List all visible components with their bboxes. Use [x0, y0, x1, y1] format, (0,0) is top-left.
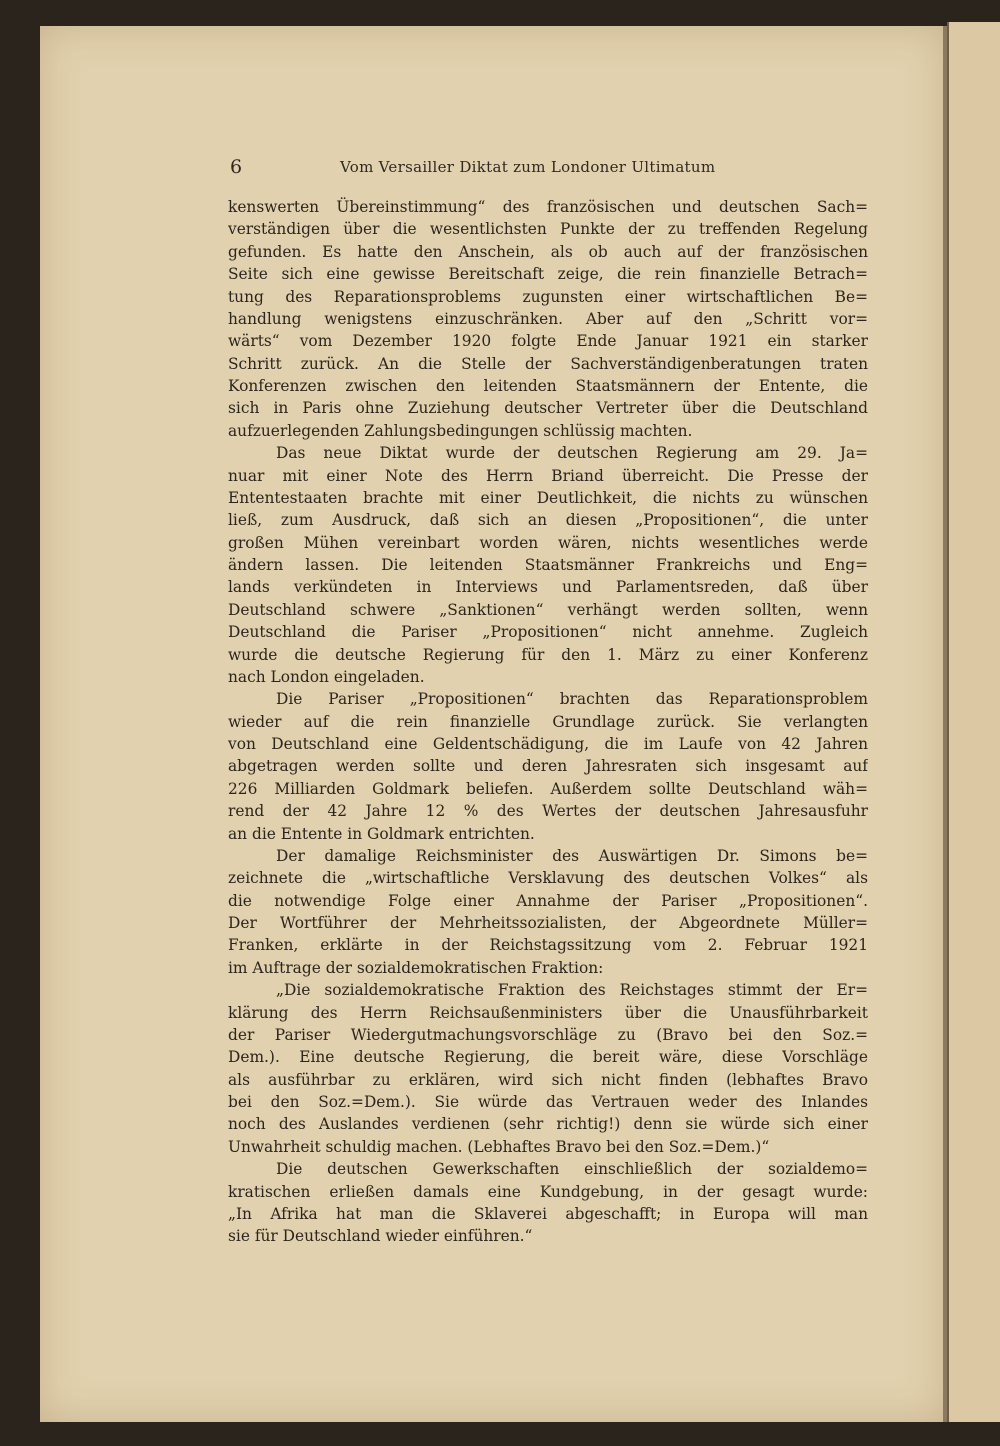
text-line: verständigen über die wesentlichsten Punkte der zu treffenden Regelung: [228, 220, 868, 239]
adjacent-page-edge: [947, 22, 1000, 1422]
text-line: wärts“ vom Dezember 1920 folgte Ende Januar 1921 ein starker: [228, 332, 868, 351]
text-line: Seite sich eine gewisse Bereitschaft zeige, die rein finanzielle Betrach=: [228, 265, 868, 284]
text-line: der Pariser Wiedergutmachungsvorschläge zu (Bravo bei den Soz.=: [228, 1025, 868, 1044]
text-line: sich in Paris ohne Zuziehung deutscher Vertreter über die Deutschland: [228, 399, 868, 418]
text-line: von Deutschland eine Geldentschädigung, die im Laufe von 42 Jahren: [228, 735, 868, 753]
text-line: ließ, zum Ausdruck, daß sich an diesen „Propositionen“, die unter: [228, 511, 868, 530]
text-line: Die Pariser „Propositionen“ brachten das Reparationsproblem: [276, 690, 868, 709]
text-line: nuar mit einer Note des Herrn Briand überreicht. Die Presse der: [228, 466, 868, 485]
text-line: Deutschland die Pariser „Propositionen“ nicht annehme. Zugleich: [228, 623, 868, 642]
text-line: zeichnete die „wirtschaftliche Versklavung des deutschen Volkes“ als: [228, 869, 868, 888]
text-line: sie für Deutschland wieder einführen.“: [228, 1227, 533, 1246]
text-line: tung des Reparationsproblems zugunsten einer wirtschaftlichen Be=: [228, 287, 868, 306]
text-line: „Die sozialdemokratische Fraktion des Reichstages stimmt der Er=: [276, 981, 868, 1000]
text-line: nach London eingeladen.: [228, 667, 425, 686]
page-header: [230, 156, 866, 180]
text-line: als ausführbar zu erklären, wird sich nicht finden (lebhaftes Bravo: [228, 1070, 868, 1089]
page-number: 6: [230, 156, 243, 178]
text-line: im Auftrage der sozialdemokratischen Fraktion:: [228, 958, 604, 977]
text-line: Der damalige Reichsminister des Auswärtigen Dr. Simons be=: [276, 846, 868, 865]
text-line: großen Mühen vereinbart worden wären, nichts wesentliches werde: [228, 533, 868, 552]
text-line: „In Afrika hat man die Sklaverei abgeschafft; in Europa will man: [228, 1204, 868, 1223]
text-line: klärung des Herrn Reichsaußenministers über die Unausführbarkeit: [228, 1003, 868, 1022]
text-line: kenswerten Übereinstimmung“ des französischen und deutschen Sach=: [228, 198, 868, 216]
text-line: ändern lassen. Die leitenden Staatsmänner Frankreichs und Eng=: [228, 556, 868, 574]
text-line: Konferenzen zwischen den leitenden Staatsmännern der Entente, die: [228, 377, 868, 395]
text-line: Unwahrheit schuldig machen. (Lebhaftes Bravo bei den Soz.=Dem.)“: [228, 1137, 770, 1156]
text-line: Deutschland schwere „Sanktionen“ verhängt werden sollten, wenn: [228, 600, 868, 619]
body-text: [228, 196, 868, 1248]
text-line: handlung wenigstens einzuschränken. Aber auf den „Schritt vor=: [228, 309, 868, 328]
text-line: Franken, erklärte in der Reichstagssitzung vom 2. Februar 1921: [228, 936, 868, 955]
text-line: Schritt zurück. An die Stelle der Sachverständigenberatungen traten: [228, 354, 868, 373]
text-line: wurde die deutsche Regierung für den 1. März zu einer Konferenz: [228, 645, 868, 664]
text-line: bei den Soz.=Dem.). Sie würde das Vertrauen weder des Inlandes: [228, 1093, 868, 1111]
text-line: die notwendige Folge einer Annahme der Pariser „Propositionen“.: [228, 891, 868, 910]
text-line: an die Entente in Goldmark entrichten.: [228, 824, 535, 843]
running-title: Vom Versailler Diktat zum Londoner Ultimatum: [340, 158, 716, 176]
text-line: 226 Milliarden Goldmark beliefen. Außerdem sollte Deutschland wäh=: [228, 779, 868, 798]
text-line: gefunden. Es hatte den Anschein, als ob auch auf der französischen: [228, 242, 868, 261]
text-line: Ententestaaten brachte mit einer Deutlichkeit, die nichts zu wünschen: [228, 488, 868, 507]
text-line: Dem.). Eine deutsche Regierung, die bereit wäre, diese Vorschläge: [228, 1048, 868, 1067]
text-line: aufzuerlegenden Zahlungsbedingungen schlüssig machten.: [228, 421, 693, 440]
text-line: kratischen erließen damals eine Kundgebung, in der gesagt wurde:: [228, 1182, 868, 1201]
text-line: Die deutschen Gewerkschaften einschließlich der sozialdemo=: [276, 1160, 868, 1179]
text-line: wieder auf die rein finanzielle Grundlage zurück. Sie verlangten: [228, 712, 868, 731]
text-line: Das neue Diktat wurde der deutschen Regierung am 29. Ja=: [276, 444, 868, 463]
text-line: noch des Auslandes verdienen (sehr richtig!) denn sie würde sich einer: [228, 1115, 868, 1134]
text-line: rend der 42 Jahre 12 % des Wertes der deutschen Jahresausfuhr: [228, 802, 868, 821]
text-line: lands verkündeten in Interviews und Parlamentsreden, daß über: [228, 578, 868, 597]
text-line: abgetragen werden sollte und deren Jahresraten sich insgesamt auf: [228, 757, 868, 776]
text-line: Der Wortführer der Mehrheitssozialisten, der Abgeordnete Müller=: [228, 914, 868, 932]
